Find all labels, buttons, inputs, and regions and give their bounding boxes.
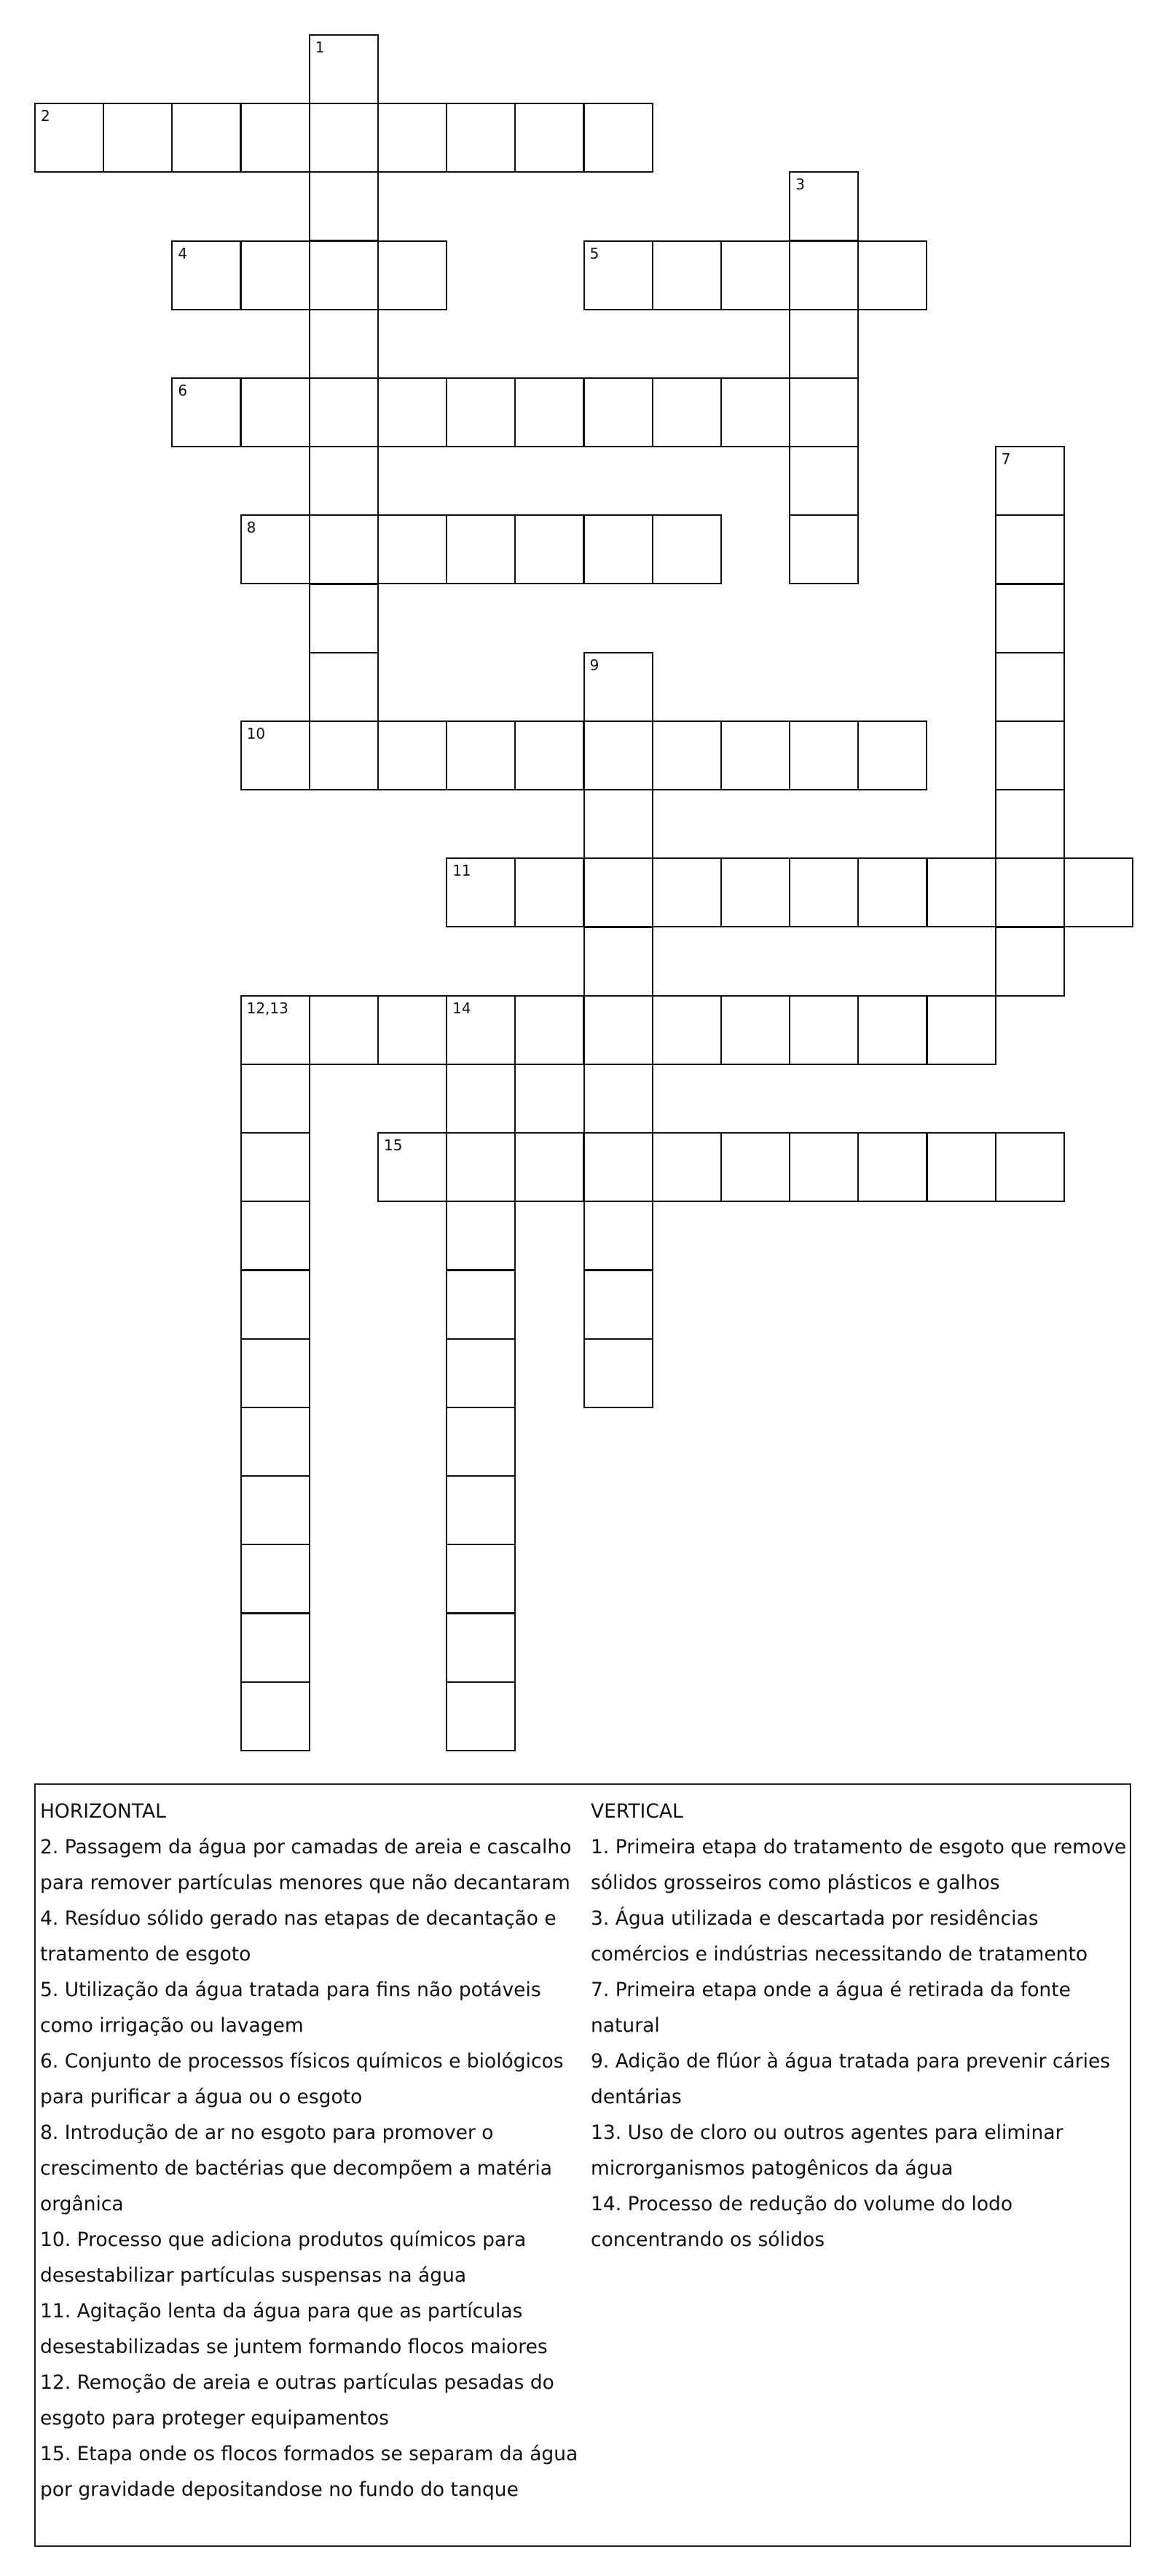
grid-cell[interactable] xyxy=(240,1544,310,1614)
vertical-clue-line: natural xyxy=(591,2014,660,2037)
grid-cell[interactable] xyxy=(240,1201,310,1271)
grid-cell[interactable] xyxy=(309,34,379,104)
grid-cell[interactable] xyxy=(995,927,1065,997)
grid-cell[interactable] xyxy=(377,514,447,584)
grid-cell[interactable] xyxy=(652,995,722,1065)
grid-cell[interactable] xyxy=(995,514,1065,584)
grid-cell[interactable] xyxy=(377,377,447,447)
clue-number: 7 xyxy=(1001,450,1011,468)
grid-cell[interactable] xyxy=(583,1064,653,1134)
vertical-clue-line: sólidos grosseiros como plásticos e galhos xyxy=(591,1872,1000,1894)
grid-cell[interactable] xyxy=(514,857,584,927)
grid-cell[interactable] xyxy=(240,240,310,310)
grid-cell[interactable] xyxy=(857,720,927,790)
grid-cell[interactable] xyxy=(377,720,447,790)
vertical-clue-line: dentárias xyxy=(591,2086,682,2108)
horizontal-clue-line: tratamento de esgoto xyxy=(40,1943,251,1966)
grid-cell[interactable] xyxy=(583,240,653,310)
grid-cell[interactable] xyxy=(789,309,859,379)
grid-cell[interactable] xyxy=(583,1201,653,1271)
horizontal-clue-line: desestabilizadas se juntem formando flocos maiores xyxy=(40,2336,548,2358)
grid-cell[interactable] xyxy=(377,995,447,1065)
clue-number: 8 xyxy=(246,519,256,537)
clue-number: 2 xyxy=(41,107,50,125)
grid-cell[interactable] xyxy=(927,1132,996,1202)
grid-cell[interactable] xyxy=(720,240,790,310)
grid-cell[interactable] xyxy=(240,1681,310,1751)
grid-cell[interactable] xyxy=(857,995,927,1065)
grid-cell[interactable] xyxy=(652,514,722,584)
grid-cell[interactable] xyxy=(446,1613,516,1683)
grid-cell[interactable] xyxy=(927,857,996,927)
grid-cell[interactable] xyxy=(34,103,104,173)
grid-cell[interactable] xyxy=(514,995,584,1065)
horizontal-clue-line: 11. Agitação lenta da água para que as partículas xyxy=(40,2300,523,2322)
grid-cell[interactable] xyxy=(652,1132,722,1202)
grid-cell[interactable] xyxy=(995,1132,1065,1202)
grid-cell[interactable] xyxy=(446,1132,516,1202)
grid-cell[interactable] xyxy=(309,652,379,722)
grid-cell[interactable] xyxy=(583,927,653,997)
grid-cell[interactable] xyxy=(857,857,927,927)
grid-cell[interactable] xyxy=(446,995,516,1065)
grid-cell[interactable] xyxy=(514,514,584,584)
grid-cell[interactable] xyxy=(446,377,516,447)
grid-cell[interactable] xyxy=(103,103,173,173)
horizontal-clue-line: como irrigação ou lavagem xyxy=(40,2014,304,2037)
grid-cell[interactable] xyxy=(240,1270,310,1340)
vertical-clues-column xyxy=(591,1794,1130,2258)
clues-box xyxy=(34,1783,1131,2547)
horizontal-clue-line: 5. Utilização da água tratada para fins não potáveis xyxy=(40,1979,541,2001)
grid-cell[interactable] xyxy=(309,309,379,379)
grid-cell[interactable] xyxy=(857,1132,927,1202)
grid-cell[interactable] xyxy=(995,857,1065,927)
horizontal-clue-line: 12. Remoção de areia e outras partículas pesadas do xyxy=(40,2371,554,2394)
horizontal-clue-line: 8. Introdução de ar no esgoto para promover o xyxy=(40,2121,494,2144)
grid-cell[interactable] xyxy=(583,1270,653,1340)
grid-cell[interactable] xyxy=(857,240,927,310)
clue-number: 3 xyxy=(795,176,805,194)
grid-cell[interactable] xyxy=(789,514,859,584)
grid-cell[interactable] xyxy=(446,1544,516,1614)
grid-cell[interactable] xyxy=(446,103,516,173)
grid-cell[interactable] xyxy=(240,1132,310,1202)
grid-cell[interactable] xyxy=(309,514,379,584)
vertical-clue-line: 14. Processo de redução do volume do lodo xyxy=(591,2193,1013,2215)
horizontal-clues-column xyxy=(40,1794,594,2508)
vertical-clue-line: 7. Primeira etapa onde a água é retirada da fonte xyxy=(591,1979,1071,2001)
vertical-clue-line: microrganismos patogênicos da água xyxy=(591,2157,953,2180)
grid-cell[interactable] xyxy=(240,377,310,447)
grid-cell[interactable] xyxy=(171,377,241,447)
grid-cell[interactable] xyxy=(514,720,584,790)
clue-number: 1 xyxy=(315,39,325,56)
horizontal-clue-line: para remover partículas menores que não decantaram xyxy=(40,1872,570,1894)
grid-cell[interactable] xyxy=(377,103,447,173)
grid-cell[interactable] xyxy=(652,857,722,927)
grid-cell[interactable] xyxy=(583,720,653,790)
grid-cell[interactable] xyxy=(720,1132,790,1202)
horizontal-clue-line: para purificar a água ou o esgoto xyxy=(40,2086,363,2108)
grid-cell[interactable] xyxy=(789,995,859,1065)
grid-cell[interactable] xyxy=(995,446,1065,516)
vertical-clue-line: 3. Água utilizada e descartada por residências xyxy=(591,1907,1039,1930)
grid-cell[interactable] xyxy=(652,240,722,310)
grid-cell[interactable] xyxy=(240,995,310,1065)
horizontal-clue-line: 15. Etapa onde os flocos formados se separam da água xyxy=(40,2443,578,2465)
grid-cell[interactable] xyxy=(446,514,516,584)
grid-cell[interactable] xyxy=(446,1407,516,1477)
grid-cell[interactable] xyxy=(309,171,379,241)
grid-cell[interactable] xyxy=(995,584,1065,653)
grid-cell[interactable] xyxy=(583,514,653,584)
grid-cell[interactable] xyxy=(446,1270,516,1340)
grid-cell[interactable] xyxy=(789,446,859,516)
clue-number: 9 xyxy=(589,656,599,674)
grid-cell[interactable] xyxy=(789,1132,859,1202)
grid-cell[interactable] xyxy=(446,720,516,790)
horizontal-clue-line: 2. Passagem da água por camadas de areia e cascalho xyxy=(40,1836,572,1858)
grid-cell[interactable] xyxy=(995,720,1065,790)
clue-number: 15 xyxy=(384,1136,403,1155)
grid-cell[interactable] xyxy=(720,720,790,790)
grid-cell[interactable] xyxy=(377,240,447,310)
vertical-clues-heading: VERTICAL xyxy=(591,1800,683,1823)
clue-number: 6 xyxy=(178,382,188,399)
grid-cell[interactable] xyxy=(309,446,379,516)
grid-cell[interactable] xyxy=(652,720,722,790)
vertical-clue-line: concentrando os sólidos xyxy=(591,2229,825,2251)
horizontal-clues-heading: HORIZONTAL xyxy=(40,1800,166,1823)
horizontal-clue-line: orgânica xyxy=(40,2193,124,2215)
grid-cell[interactable] xyxy=(583,857,653,927)
clue-number: 14 xyxy=(452,999,471,1017)
grid-cell[interactable] xyxy=(309,584,379,653)
grid-cell[interactable] xyxy=(583,1338,653,1408)
grid-cell[interactable] xyxy=(240,1338,310,1408)
clue-number: 4 xyxy=(178,244,188,262)
grid-cell[interactable] xyxy=(446,1475,516,1545)
horizontal-clue-line: esgoto para proteger equipamentos xyxy=(40,2407,389,2430)
grid-cell[interactable] xyxy=(309,720,379,790)
grid-cell[interactable] xyxy=(652,377,722,447)
vertical-clue-line: 9. Adição de flúor à água tratada para prevenir cáries xyxy=(591,2050,1111,2073)
horizontal-clue-line: 10. Processo que adiciona produtos químicos para xyxy=(40,2229,527,2251)
grid-cell[interactable] xyxy=(789,171,859,241)
grid-cell[interactable] xyxy=(995,789,1065,859)
vertical-clue-line: 1. Primeira etapa do tratamento de esgoto que remove xyxy=(591,1836,1127,1858)
grid-cell[interactable] xyxy=(583,1132,653,1202)
grid-cell[interactable] xyxy=(446,1338,516,1408)
grid-cell[interactable] xyxy=(789,857,859,927)
grid-cell[interactable] xyxy=(309,995,379,1065)
grid-cell[interactable] xyxy=(720,377,790,447)
grid-cell[interactable] xyxy=(240,1064,310,1134)
horizontal-clue-line: por gravidade depositandose no fundo do tanque xyxy=(40,2478,519,2501)
grid-cell[interactable] xyxy=(446,857,516,927)
grid-cell[interactable] xyxy=(446,1064,516,1134)
clue-number: 11 xyxy=(452,862,471,880)
grid-cell[interactable] xyxy=(240,1475,310,1545)
grid-cell[interactable] xyxy=(171,103,241,173)
clue-number: 10 xyxy=(246,725,266,742)
grid-cell[interactable] xyxy=(789,377,859,447)
grid-cell[interactable] xyxy=(446,1681,516,1751)
horizontal-clue-line: desestabilizar partículas suspensas na água xyxy=(40,2264,467,2287)
grid-cell[interactable] xyxy=(309,103,379,173)
clue-number: 12,13 xyxy=(246,999,288,1017)
grid-cell[interactable] xyxy=(789,240,859,310)
grid-cell[interactable] xyxy=(583,995,653,1065)
grid-cell[interactable] xyxy=(514,377,584,447)
grid-cell[interactable] xyxy=(240,1613,310,1683)
grid-cell[interactable] xyxy=(240,720,310,790)
grid-cell[interactable] xyxy=(1063,857,1133,927)
grid-cell[interactable] xyxy=(240,514,310,584)
horizontal-clue-line: 4. Resíduo sólido gerado nas etapas de decantação e xyxy=(40,1907,557,1930)
grid-cell[interactable] xyxy=(514,1132,584,1202)
grid-cell[interactable] xyxy=(927,995,996,1065)
grid-cell[interactable] xyxy=(583,789,653,859)
vertical-clue-line: 13. Uso de cloro ou outros agentes para eliminar xyxy=(591,2121,1063,2144)
grid-cell[interactable] xyxy=(309,240,379,310)
grid-cell[interactable] xyxy=(240,103,310,173)
grid-cell[interactable] xyxy=(583,652,653,722)
clue-number: 5 xyxy=(589,244,599,262)
grid-cell[interactable] xyxy=(309,377,379,447)
grid-cell[interactable] xyxy=(720,995,790,1065)
grid-cell[interactable] xyxy=(583,377,653,447)
grid-cell[interactable] xyxy=(240,1407,310,1477)
grid-cell[interactable] xyxy=(789,720,859,790)
grid-cell[interactable] xyxy=(995,652,1065,722)
grid-cell[interactable] xyxy=(377,1132,447,1202)
grid-cell[interactable] xyxy=(514,103,584,173)
grid-cell[interactable] xyxy=(583,103,653,173)
horizontal-clue-line: crescimento de bactérias que decompõem a matéria xyxy=(40,2157,553,2180)
grid-cell[interactable] xyxy=(171,240,241,310)
vertical-clue-line: comércios e indústrias necessitando de tratamento xyxy=(591,1943,1088,1966)
grid-cell[interactable] xyxy=(720,857,790,927)
horizontal-clue-line: 6. Conjunto de processos físicos químicos e biológicos xyxy=(40,2050,564,2073)
grid-cell[interactable] xyxy=(446,1201,516,1271)
